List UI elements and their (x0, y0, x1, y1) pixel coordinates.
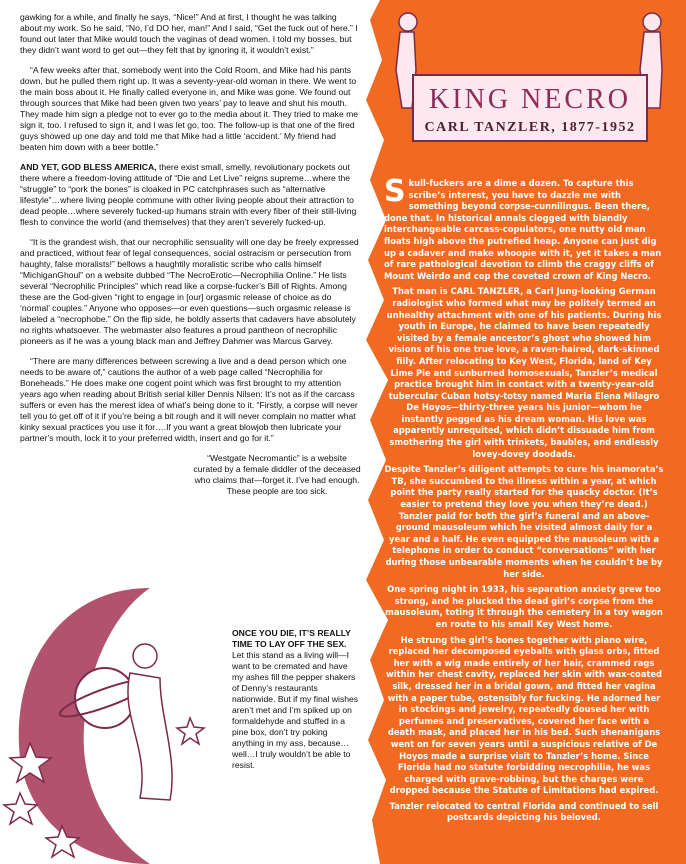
westgate-note: “Westgate Necromantic” is a website curated by a female diddler of the deceased who claims that—forget it. I’ve had enough. These people are too sick. (193, 453, 361, 496)
article-paragraph: gawking for a while, and finally he says, “Nice!” And at first, I thought he was talking about my work. So he said, “No, I’d DO her, man!” And I said, “Get the fuck out of here.” I found out later that Mike would touch the vaginas of dead women. I told my bosses, but they didn’t want word to get out—they felt that by ignoring it, it wouldn’t exist.” (20, 12, 358, 55)
article-paragraph: “There are many differences between screwing a live and a dead person which one needs to be aware of,” cautions the author of a web page called “Necrophilia for Boneheads.” He does make one cogent point which was first brought to my attention years ago when reading about British serial killer Dennis Nilsen: It’s not as if the carcass suffers or even has the merest idea of what’s being done to it. “Firstly, a corpse will never tell you to get off of it if you’re being a bit rough and it will never complain no matter what kinky sexual practices you use it for….If you want a great blowjob then lubricate your partner’s mouth, lock it to your preferred width, insert and go for it.” (20, 356, 358, 443)
sidebar-subtitle: CARL TANZLER, 1877-1952 (424, 120, 636, 135)
runin-heading: AND YET, GOD BLESS AMERICA, (20, 162, 157, 172)
sidebar-paragraph: One spring night in 1933, his separation anxiety grew too strong, and he plucked the dead girl’s corpse from the mausoleum, toting it through the cemetery in a toy wagon en route to his small Key West home. (385, 584, 663, 629)
drop-cap: S (384, 174, 406, 209)
living-will-heading: ONCE YOU DIE, IT’S REALLY TIME TO LAY OFF THE SEX. (232, 628, 351, 649)
article-paragraph: “It is the grandest wish, that our necrophilic sensuality will one day be freely expressed and practiced, without fear of legal consequences, social ostracism or persecution from haughty, false moralists!” bellows a haughtily moralistic scribe who calls himself “MichiganGhoul” on a website dubbed “The NecroErotic—Necrophilia Online.” He lists several “Necrophilic Principles” which read like a corpse-fucker’s Bill of Rights. Among these are the God-given “right to engage in [our] orgasmic release of choice as do ‘normal’ couples.” Anyone who opposes—or even questions—such orgasmic release is labeled a “necrophobe.” On the flip side, he boldly asserts that cadavers have absolutely no rights whatsoever. The webmaster also features a proud pantheon of necrophilic pioneers as if he was a young black man and Jeffrey Dahmer was Marcus Garvey. (20, 237, 359, 346)
sidebar-paragraph: He strung the girl’s bones together with piano wire, replaced her decomposed eyeballs with glass orbs, fitted her with a wig made entirely of her hair, crammed rags within her chest cavity, replaced her skin with wax-coated silk, dressed her in a bridal gown, and fitted her vagina with a paper tube, ostensibly for fucking. He adorned her in stockings and jewelry, repeatedly doused her with perfumes and preservatives, covered her face with a death mask, and placed her in his bed. Such shenanigans went on for seven years until a suspicious relative of De Hoyos made a surprise visit to Tanzler’s home. Since Florida had no statute forbidding necrophilia, he was charged with grave-robbing, but the charges were dropped because the Statute of Limitations had expired. (385, 634, 663, 796)
sidebar-paragraph: That man is CARL TANZLER, a Carl Jung-looking German radiologist who formed what may be politely termed an unhealthy attachment with one of his patients. During his youth in Europe, he claimed to have been repeatedly visited by a female ancestor’s ghost who showed him visions of his one true love, a raven-haired, dark-skinned filly. After relocating to Key West, Florida, land of Key Lime Pie and sunburned homosexuals, Tanzler’s medical practice brought him in contact with a twenty-year-old tubercular Cuban hotsy-totsy named Maria Elena Milagro De Hoyos—thirty-three years his junior—whom he instantly pegged as his dream woman. His love was apparently unrequited, which didn’t dissuade him from smothering the girl with trinkets, baubles, and endlessly lovey-dovey doodads. (386, 286, 662, 459)
sidebar-body (384, 174, 664, 828)
sidebar-paragraph: Tanzler relocated to central Florida and continued to sell postcards depicting his beloved. (389, 800, 659, 823)
sidebar-paragraph (384, 174, 664, 282)
article-paragraph: “A few weeks after that, somebody went into the Cold Room, and Mike had his pants down, but he pulled them right up. It was a seventy-year-old woman in there. We went to the main boss about it. He finally called everyone in, and Mike was gone. We found out through sources that Mike had been given two years’ pay to leave and shut his mouth. They made him sign a pledge not to ever go to the media about it. They tried to make me sign it, too. I refused to sign it, and I was let go, too. The follow-up is that one of the fired guys showed up one day and told me that Mike had a little ‘accident.’ My friend had beaten him down with a beer bottle.” (20, 65, 359, 152)
runin-body: there exist small, smelly, revolutionary pockets out there where a freedom-loving attitude of “Die and Let Live” reigns supreme…where the “struggle” to “pork the bones” is cloaked in PC catchphrases such as “alternative lifestyle”…where living people commune with other living people about their attraction to dead people…where severely fucked-up humans strain with every fiber of their still-living flesh to convince the world (and themselves) that they aren’t severely fucked-up. (20, 162, 357, 227)
living-will-body: Let this stand as a living will—I want to be cremated and have my ashes fill the pepper shakers of Denny’s restaurants nationwide. But if my final wishes aren’t met and I’m spiked up on formaldehyde and stuffed in a pine box, don’t try poking anything in my ass, because…well…I truly wouldn’t be able to resist. (232, 650, 359, 770)
sidebar-paragraph: Despite Tanzler’s diligent attempts to cure his inamorata’s TB, she succumbed to the illness within a year, at which point the party really started for the quacky doctor. (It’s easier to pretend they love you when they’re dead.) Tanzler paid for both the girl’s funeral and an above-ground mausoleum which he visited almost daily for a year and a half. He even equipped the mausoleum with a telephone in order to conduct “conversations” with her during those unbearable moments when he couldn’t be by her side. (384, 464, 664, 579)
sidebar-title: KING NECRO (429, 84, 631, 115)
sidebar-header (412, 74, 648, 142)
sidebar-paragraph-text: kull-fuckers are a dime a dozen. To capture this scribe’s interest, you have to dazzle me with something beyond corpse-cunnilingus. Been there, done that. In historical annals clogged with blandly interchangeable carcass-copulators, one nutty old man floats high above the putrefied heap. Anyone can just dig up a cadaver and make whoopie with it, yet it takes a man of rare pathological devotion to climb the craggy cliffs of Mount Weirdo and cop the coveted crown of King Necro. (384, 178, 662, 281)
